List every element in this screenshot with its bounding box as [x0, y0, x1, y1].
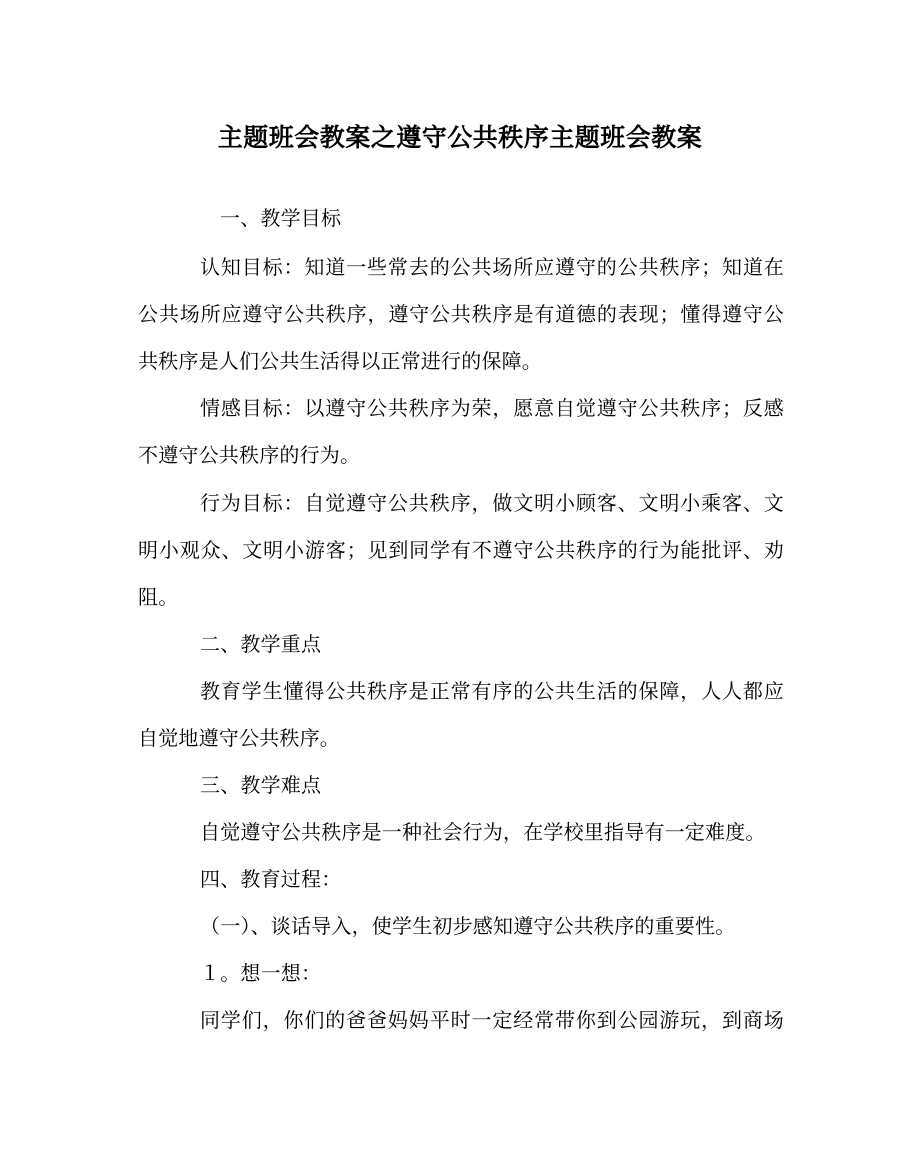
- paragraph-line: 情感目标：以遵守公共秩序为荣，愿意自觉遵守公共秩序；反感: [200, 396, 784, 420]
- document-title: 主题班会教案之遵守公共秩序主题班会教案: [217, 123, 703, 152]
- paragraph-line: 共秩序是人们公共生活得以正常进行的保障。: [138, 349, 542, 373]
- paragraph-line: 明小观众、文明小游客；见到同学有不遵守公共秩序的行为能批评、劝: [138, 538, 784, 562]
- paragraph-line: 认知目标：知道一些常去的公共场所应遵守的公共秩序；知道在: [200, 255, 784, 279]
- paragraph-line: 不遵守公共秩序的行为。: [138, 443, 361, 467]
- paragraph-line: 公共场所应遵守公共秩序，遵守公共秩序是有道德的表现；懂得遵守公: [138, 302, 784, 326]
- paragraph-line: 阻。: [138, 585, 179, 609]
- paragraph-line: 教育学生懂得公共秩序是正常有序的公共生活的保障，人人都应: [200, 679, 784, 703]
- section-heading-process: 四、教育过程：: [200, 867, 342, 891]
- list-item-heading: １。想一想：: [200, 961, 322, 985]
- paragraph-line: 同学们，你们的爸爸妈妈平时一定经常带你到公园游玩，到商场: [200, 1008, 784, 1032]
- paragraph-line: 自觉遵守公共秩序是一种社会行为，在学校里指导有一定难度。: [200, 820, 766, 844]
- subsection-heading: （一）、谈话导入，使学生初步感知遵守公共秩序的重要性。: [200, 914, 736, 938]
- section-heading-objectives: 一、教学目标: [220, 206, 342, 230]
- section-heading-difficulties: 三、教学难点: [200, 773, 322, 797]
- section-heading-key-points: 二、教学重点: [200, 632, 322, 656]
- paragraph-line: 自觉地遵守公共秩序。: [138, 726, 340, 750]
- paragraph-line: 行为目标：自觉遵守公共秩序，做文明小顾客、文明小乘客、文: [200, 491, 784, 515]
